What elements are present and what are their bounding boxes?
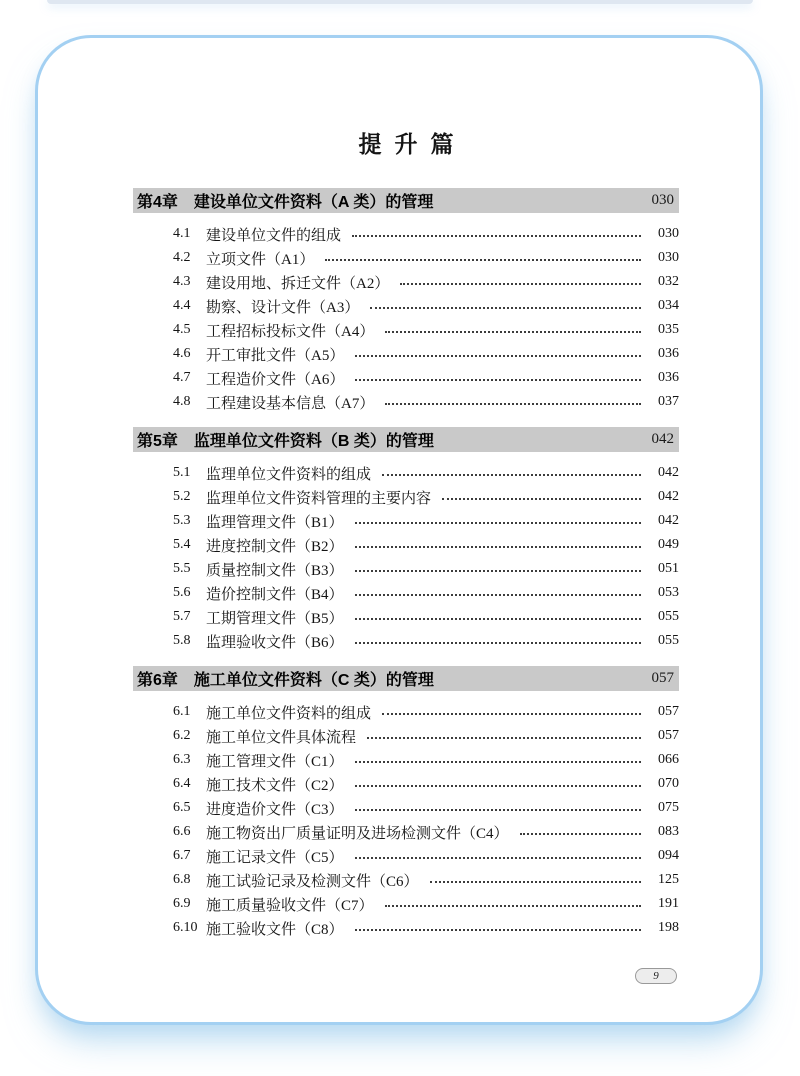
toc-entry <box>173 724 679 748</box>
entry-page-number: 051 <box>658 561 679 576</box>
dot-leader <box>442 498 641 500</box>
toc-entry <box>173 772 679 796</box>
entry-number: 5.6 <box>173 585 191 600</box>
chapter-label: 第5章 <box>137 433 178 450</box>
entry-page-number: 034 <box>658 298 679 313</box>
entry-number: 5.8 <box>173 633 191 648</box>
entry-title: 施工单位文件资料的组成 <box>206 705 372 722</box>
dot-leader <box>355 761 641 763</box>
toc-section <box>133 427 679 653</box>
previous-page-edge <box>47 0 753 4</box>
entry-title: 质量控制文件（B3） <box>206 562 344 579</box>
entry-page-number: 049 <box>658 537 679 552</box>
dot-leader <box>520 833 641 835</box>
entry-page-number: 030 <box>658 226 679 241</box>
entry-title: 监理单位文件资料的组成 <box>206 466 372 483</box>
entry-title: 工期管理文件（B5） <box>206 610 344 627</box>
entry-title: 施工质量验收文件（C7） <box>206 897 374 914</box>
dot-leader <box>355 618 641 620</box>
dot-leader <box>382 713 641 715</box>
entry-page-number: 055 <box>658 609 679 624</box>
chapter-title: 监理单位文件资料（B 类）的管理 <box>193 433 434 450</box>
entry-page-number: 083 <box>658 824 679 839</box>
entry-title: 监理单位文件资料管理的主要内容 <box>206 490 432 507</box>
toc-entry <box>173 342 679 366</box>
entry-title: 监理验收文件（B6） <box>206 634 344 651</box>
chapter-header-bar <box>133 427 679 452</box>
entry-title: 施工试验记录及检测文件（C6） <box>206 873 419 890</box>
entry-number: 6.1 <box>173 704 191 719</box>
entry-page-number: 032 <box>658 274 679 289</box>
dot-leader <box>355 379 641 381</box>
entry-title: 勘察、设计文件（A3） <box>206 299 360 316</box>
entry-title: 立项文件（A1） <box>206 251 315 268</box>
chapter-page-number: 030 <box>651 192 674 208</box>
toc-entry <box>173 509 679 533</box>
entry-title: 建设用地、拆迁文件（A2） <box>206 275 390 292</box>
entry-number: 4.6 <box>173 346 191 361</box>
dot-leader <box>355 642 641 644</box>
toc-entry <box>173 700 679 724</box>
toc-entry <box>173 222 679 246</box>
toc-entry <box>173 485 679 509</box>
toc-entry <box>173 892 679 916</box>
dot-leader <box>430 881 641 883</box>
entry-page-number: 125 <box>658 872 679 887</box>
dot-leader <box>355 355 641 357</box>
toc-entry <box>173 868 679 892</box>
entry-title: 工程建设基本信息（A7） <box>206 395 375 412</box>
page-number-badge <box>635 968 677 984</box>
entry-number: 4.8 <box>173 394 191 409</box>
entry-page-number: 053 <box>658 585 679 600</box>
entry-number: 5.5 <box>173 561 191 576</box>
entry-title: 施工物资出厂质量证明及进场检测文件（C4） <box>206 825 509 842</box>
entry-number: 5.2 <box>173 489 191 504</box>
dot-leader <box>325 259 641 261</box>
dot-leader <box>355 570 641 572</box>
dot-leader <box>355 785 641 787</box>
chapter-title: 施工单位文件资料（C 类）的管理 <box>193 672 434 689</box>
chapter-label: 第6章 <box>137 672 178 689</box>
toc-section <box>133 666 679 940</box>
entry-page-number: 070 <box>658 776 679 791</box>
dot-leader <box>355 929 641 931</box>
dot-leader <box>370 307 641 309</box>
entry-number: 4.1 <box>173 226 191 241</box>
toc-entry <box>173 318 679 342</box>
entry-page-number: 057 <box>658 728 679 743</box>
entry-number: 5.4 <box>173 537 191 552</box>
dot-leader <box>400 283 641 285</box>
toc-entry <box>173 605 679 629</box>
dot-leader <box>355 522 641 524</box>
entry-title: 施工单位文件具体流程 <box>206 729 357 746</box>
entry-page-number: 042 <box>658 489 679 504</box>
entry-page-number: 066 <box>658 752 679 767</box>
entry-number: 6.3 <box>173 752 191 767</box>
entry-number: 4.2 <box>173 250 191 265</box>
entry-number: 5.3 <box>173 513 191 528</box>
toc-entry <box>173 533 679 557</box>
toc-entry <box>173 820 679 844</box>
entry-title: 造价控制文件（B4） <box>206 586 344 603</box>
entry-page-number: 057 <box>658 704 679 719</box>
dot-leader <box>385 403 641 405</box>
toc-entry <box>173 366 679 390</box>
toc-entry <box>173 748 679 772</box>
entry-title: 施工技术文件（C2） <box>206 777 344 794</box>
entry-title: 施工管理文件（C1） <box>206 753 344 770</box>
dot-leader <box>355 594 641 596</box>
entry-title: 进度控制文件（B2） <box>206 538 344 555</box>
toc-entry <box>173 581 679 605</box>
chapter-entries <box>133 222 679 414</box>
toc-entry <box>173 557 679 581</box>
dot-leader <box>367 737 641 739</box>
entry-title: 进度造价文件（C3） <box>206 801 344 818</box>
entry-number: 6.8 <box>173 872 191 887</box>
entry-page-number: 042 <box>658 513 679 528</box>
entry-page-number: 075 <box>658 800 679 815</box>
dot-leader <box>355 809 641 811</box>
entry-title: 施工验收文件（C8） <box>206 921 344 938</box>
entry-number: 6.7 <box>173 848 191 863</box>
entry-page-number: 191 <box>658 896 679 911</box>
chapter-label: 第4章 <box>137 194 178 211</box>
chapter-title: 建设单位文件资料（A 类）的管理 <box>193 194 434 211</box>
dot-leader <box>385 905 641 907</box>
entry-title: 工程招标投标文件（A4） <box>206 323 375 340</box>
chapter-page-number: 057 <box>651 670 674 686</box>
entry-page-number: 055 <box>658 633 679 648</box>
entry-title: 建设单位文件的组成 <box>206 227 342 244</box>
dot-leader <box>355 546 641 548</box>
entry-title: 监理管理文件（B1） <box>206 514 344 531</box>
toc-entry <box>173 629 679 653</box>
entry-number: 6.10 <box>173 920 198 935</box>
entry-number: 4.7 <box>173 370 191 385</box>
entry-number: 5.1 <box>173 465 191 480</box>
entry-page-number: 037 <box>658 394 679 409</box>
toc-entry <box>173 796 679 820</box>
dot-leader <box>385 331 641 333</box>
toc-entry <box>173 270 679 294</box>
entry-number: 5.7 <box>173 609 191 624</box>
chapter-entries <box>133 461 679 653</box>
entry-number: 6.6 <box>173 824 191 839</box>
entry-number: 6.5 <box>173 800 191 815</box>
entry-page-number: 036 <box>658 346 679 361</box>
toc-card <box>35 35 763 1025</box>
entry-page-number: 094 <box>658 848 679 863</box>
toc-section <box>133 188 679 414</box>
toc-entry <box>173 246 679 270</box>
entry-page-number: 030 <box>658 250 679 265</box>
entry-number: 6.9 <box>173 896 191 911</box>
entry-title: 开工审批文件（A5） <box>206 347 345 364</box>
dot-leader <box>355 857 641 859</box>
entry-number: 6.2 <box>173 728 191 743</box>
chapter-page-number: 042 <box>651 431 674 447</box>
dot-leader <box>352 235 641 237</box>
entry-number: 4.5 <box>173 322 191 337</box>
entry-number: 4.4 <box>173 298 191 313</box>
toc-entry <box>173 461 679 485</box>
entry-page-number: 042 <box>658 465 679 480</box>
dot-leader <box>382 474 641 476</box>
entry-page-number: 198 <box>658 920 679 935</box>
toc-entry <box>173 294 679 318</box>
entry-title: 施工记录文件（C5） <box>206 849 344 866</box>
toc-sections <box>133 188 679 940</box>
chapter-header-bar <box>133 666 679 691</box>
chapter-header-bar <box>133 188 679 213</box>
entry-number: 6.4 <box>173 776 191 791</box>
toc-entry <box>173 844 679 868</box>
entry-page-number: 035 <box>658 322 679 337</box>
section-band-title: 提升篇 <box>358 132 467 157</box>
entry-number: 4.3 <box>173 274 191 289</box>
chapter-entries <box>133 700 679 940</box>
toc-entry <box>173 916 679 940</box>
page-number: 9 <box>653 970 659 982</box>
entry-page-number: 036 <box>658 370 679 385</box>
entry-title: 工程造价文件（A6） <box>206 371 345 388</box>
toc-entry <box>173 390 679 414</box>
